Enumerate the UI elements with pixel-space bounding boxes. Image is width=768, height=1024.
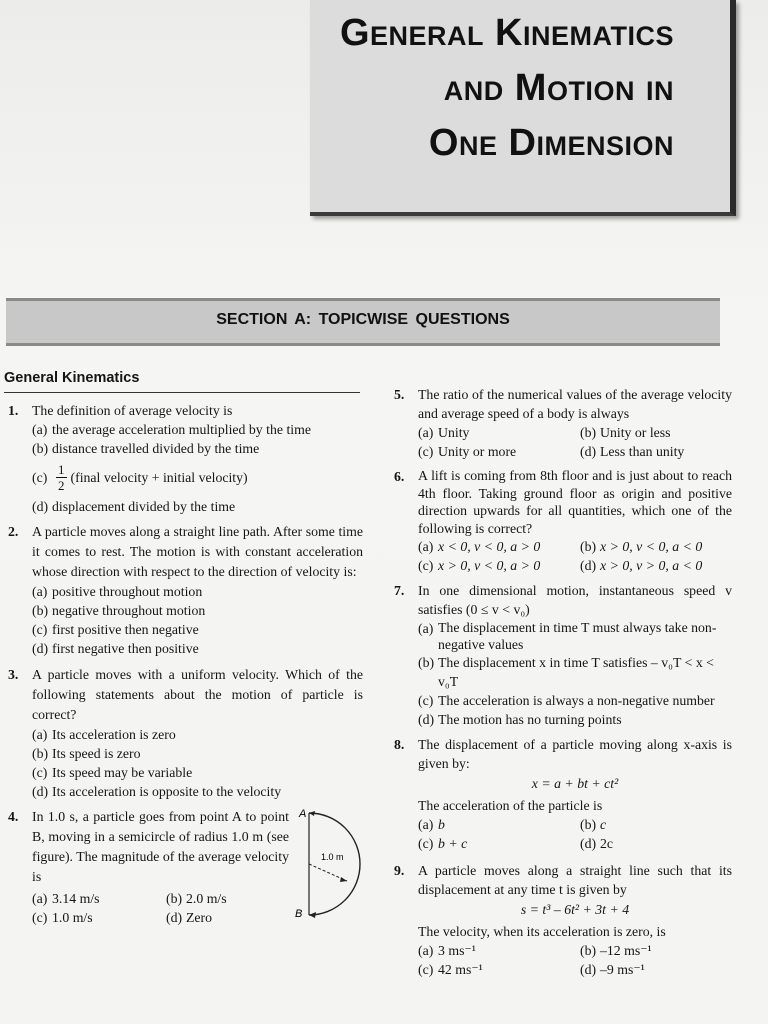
option-c: (c) first positive then negative xyxy=(32,622,199,637)
question-stem: A particle moves with a uniform velocity. Which of the following statements about the motion of particle is correct? xyxy=(32,667,363,722)
option-c: (c) The acceleration is always a non-negative number xyxy=(418,693,715,708)
question-number: 8. xyxy=(394,737,405,752)
question-7 xyxy=(394,581,732,729)
section-bar xyxy=(6,298,720,346)
option-b: (b) distance travelled divided by the time xyxy=(32,441,260,456)
radius-label: 1.0 m xyxy=(321,852,344,862)
question-number: 1. xyxy=(8,403,19,418)
option-c: (c) 1.0 m/s xyxy=(32,910,93,925)
option-c: (c) 42 ms⁻¹ xyxy=(418,962,483,977)
question-5 xyxy=(394,385,732,461)
question-number: 5. xyxy=(394,387,405,402)
radius-arrow-icon xyxy=(340,877,347,882)
question-number: 6. xyxy=(394,469,405,484)
option-c: (c) Its speed may be variable xyxy=(32,765,193,780)
option-d: (d) Less than unity xyxy=(580,444,685,459)
question-2 xyxy=(8,522,363,658)
option-d: (d) Its acceleration is opposite to the velocity xyxy=(32,784,282,799)
question-number: 2. xyxy=(8,524,19,539)
question-number: 9. xyxy=(394,863,405,878)
option-a: (a) x < 0, v < 0, a > 0 xyxy=(418,539,541,554)
option-d: (d) Zero xyxy=(166,910,213,925)
section-label: SECTION A: xyxy=(216,311,312,328)
option-d: (d) first negative then positive xyxy=(32,641,199,656)
option-c: (c) $\frac{1}{2}$ (final velocity + initial velocity) xyxy=(32,462,248,493)
option-b: (b) Its speed is zero xyxy=(32,746,141,761)
option-b: (b) The displacement x in time T satisfies – v₀T < x < v₀T xyxy=(418,655,714,689)
question-6 xyxy=(394,467,732,575)
fraction-half: $\frac{1}{2}$ xyxy=(58,462,65,493)
question-stem: The ratio of the numerical values of the average velocity and average speed of a body is always xyxy=(418,387,732,421)
option-c: (c) b + c xyxy=(418,836,468,851)
option-b: (b) 2.0 m/s xyxy=(166,891,227,906)
chapter-title-line-2: and Motion in xyxy=(443,67,674,109)
chapter-title-line-3: One Dimension xyxy=(428,122,674,164)
option-a: (a) 3 ms⁻¹ xyxy=(418,943,476,958)
question-4 xyxy=(8,807,363,927)
question-stem: The displacement of a particle moving along x-axis is given by: xyxy=(418,737,732,771)
question-stem: A lift is coming from 8th floor and is just about to reach 4th floor. Taking ground floor as origin and positive direction upwards for all quantities, which one of the following is correct? xyxy=(418,468,732,536)
option-a: (a) The displacement in time T must always take non-negative values xyxy=(418,620,717,652)
option-b: (b) c xyxy=(580,817,607,832)
option-b: (b) Unity or less xyxy=(580,425,671,440)
section-heading xyxy=(6,311,720,329)
option-a: (a) Unity xyxy=(418,425,470,440)
question-9 xyxy=(394,861,732,979)
option-a: (a) b xyxy=(418,817,445,832)
right-column xyxy=(394,385,732,982)
semicircle-arc xyxy=(309,813,360,915)
option-d: (d) 2c xyxy=(580,836,614,851)
question-stem: In 1.0 s, a particle goes from point A to point B, moving in a semicircle of radius 1.0 m (see figure). The magnitude of the average velocity is xyxy=(32,809,289,884)
question-8 xyxy=(394,735,732,853)
question-stem: The definition of average velocity is xyxy=(32,403,233,418)
chapter-header xyxy=(310,0,736,216)
arrow-a-icon xyxy=(309,811,315,816)
question-number: 7. xyxy=(394,583,405,598)
left-column xyxy=(8,401,363,930)
equation: x = a + bt + ct² xyxy=(531,776,619,791)
question-stem: A particle moves along a straight line path. After some time it comes to rest. The motion is with constant acceleration whose direction with respect to the direction of velocity is: xyxy=(32,524,363,579)
question-number: 4. xyxy=(8,809,19,824)
option-a: (a) Its acceleration is zero xyxy=(32,727,176,742)
question-stem-2: The acceleration of the particle is xyxy=(418,798,603,813)
option-a: (a) 3.14 m/s xyxy=(32,891,100,906)
question-stem: A particle moves along a straight line such that its displacement at any time t is given by xyxy=(418,863,732,897)
topic-heading: General Kinematics xyxy=(4,370,360,393)
option-b: (b) –12 ms⁻¹ xyxy=(580,943,652,958)
option-d: (d) The motion has no turning points xyxy=(418,712,622,727)
question-number: 3. xyxy=(8,667,19,682)
option-d: (d) displacement divided by the time xyxy=(32,499,236,514)
option-c: (c) x > 0, v < 0, a > 0 xyxy=(418,558,541,573)
option-b: (b) negative throughout motion xyxy=(32,603,206,618)
option-a: (a) positive throughout motion xyxy=(32,584,203,599)
semicircle-diagram xyxy=(295,807,363,919)
question-stem: In one dimensional motion, instantaneous speed v satisfies (0 ≤ v < v₀) xyxy=(418,583,732,617)
question-stem-2: The velocity, when its acceleration is zero, is xyxy=(418,924,666,939)
label-a: A xyxy=(299,808,307,820)
chapter-title xyxy=(340,6,674,171)
question-3 xyxy=(8,665,363,801)
semicircle-figure xyxy=(295,807,363,919)
chapter-title-line-1: General Kinematics xyxy=(339,12,674,54)
option-d: (d) x > 0, v > 0, a < 0 xyxy=(580,558,703,573)
option-d: (d) –9 ms⁻¹ xyxy=(580,962,645,977)
label-b: B xyxy=(295,908,303,919)
section-title: TOPICWISE QUESTIONS xyxy=(318,311,510,328)
question-1 xyxy=(8,401,363,516)
arrow-b-icon xyxy=(309,912,316,918)
equation: s = t³ – 6t² + 3t + 4 xyxy=(520,902,630,917)
option-c: (c) Unity or more xyxy=(418,444,517,459)
option-b: (b) x > 0, v < 0, a < 0 xyxy=(580,539,703,554)
option-a: (a) the average acceleration multiplied by the time xyxy=(32,422,311,437)
